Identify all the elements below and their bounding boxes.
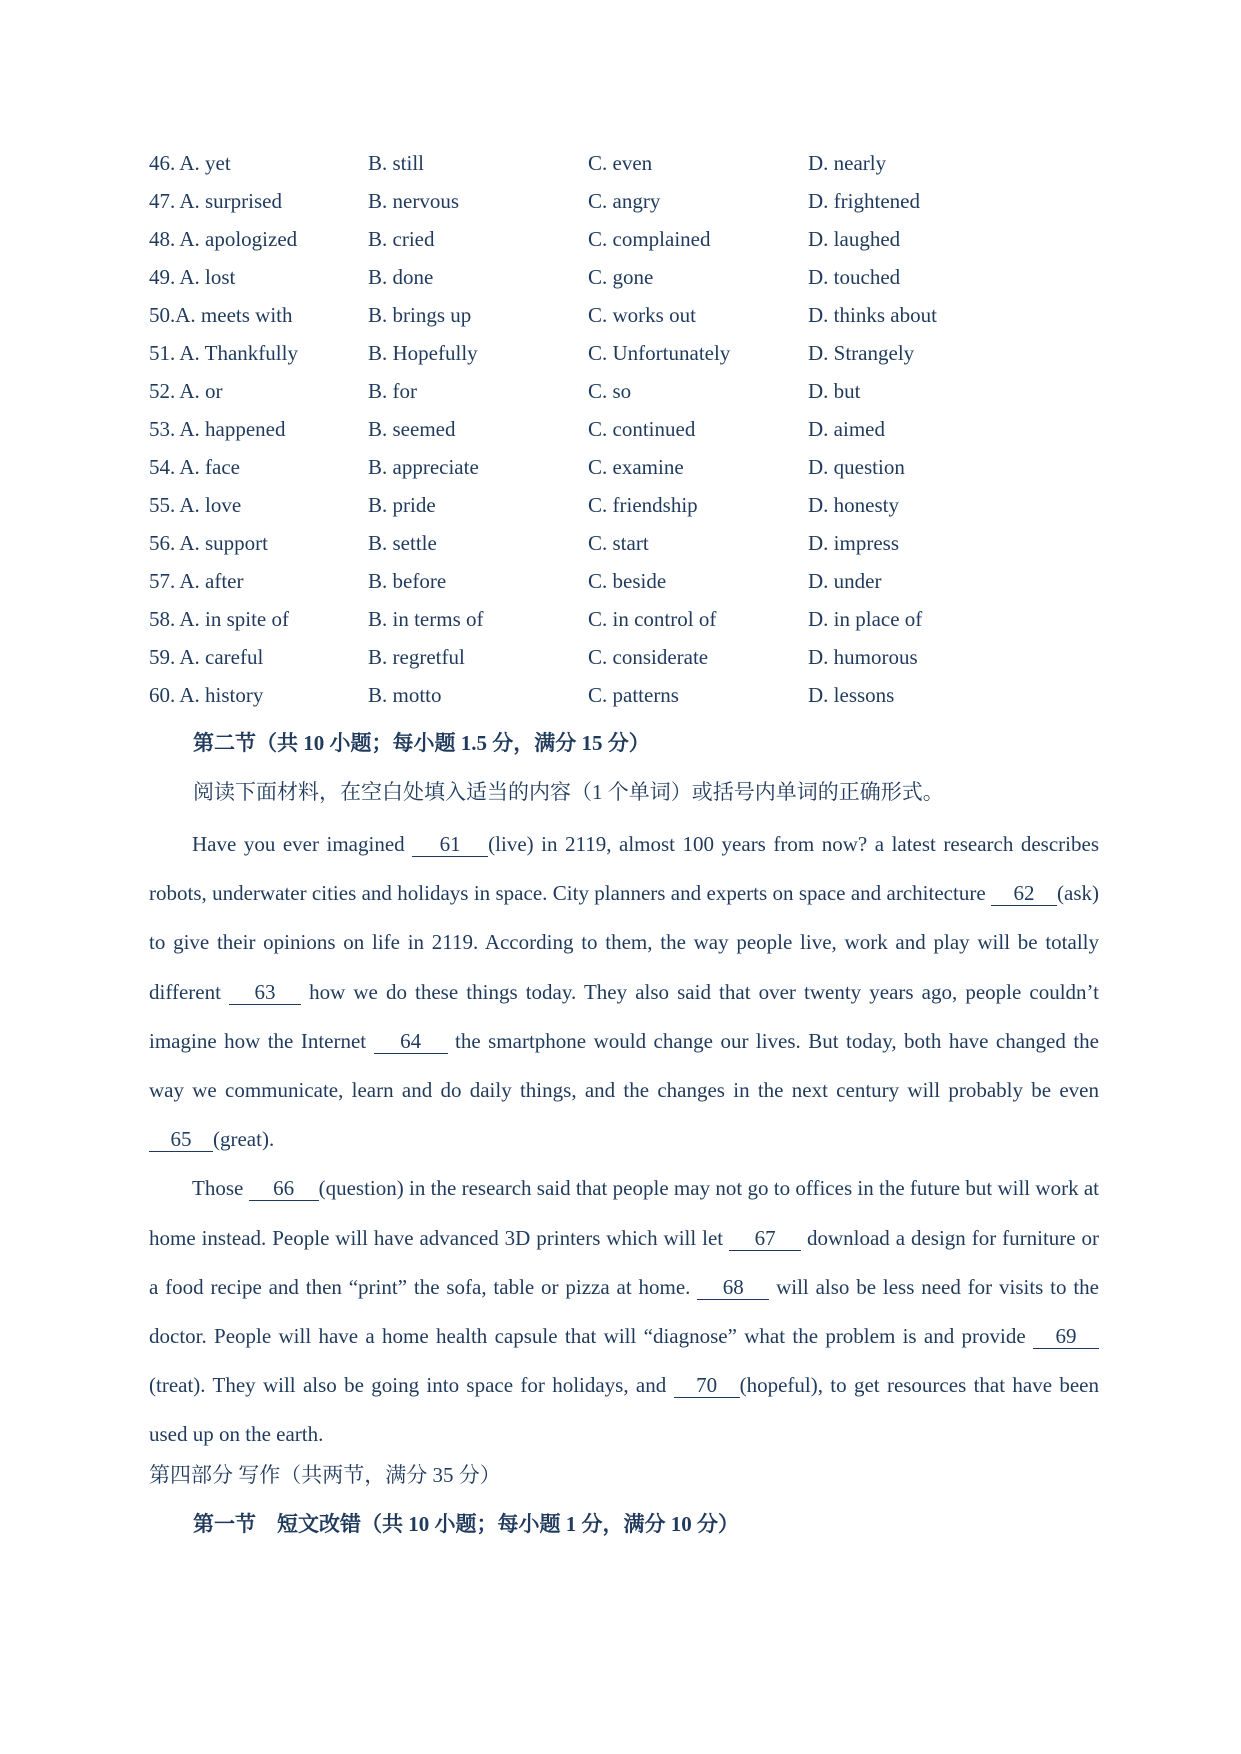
option-row: [149, 220, 1099, 258]
option-row: [149, 296, 1099, 334]
option-choice-d: D. impress: [808, 531, 899, 555]
option-choice-c: C. works out: [588, 303, 696, 327]
option-choice-c: C. start: [588, 531, 649, 555]
option-choice-b: B. nervous: [368, 189, 459, 213]
blank-65[interactable]: 65: [149, 1127, 213, 1152]
blank-64[interactable]: 64: [374, 1029, 448, 1054]
option-choice-d: D. nearly: [808, 151, 887, 175]
option-choice-a: 58. A. in spite of: [149, 607, 289, 631]
option-row: [149, 638, 1099, 676]
option-choice-d: D. under: [808, 569, 882, 593]
option-choice-d: D. laughed: [808, 227, 901, 251]
option-choice-c: C. friendship: [588, 493, 698, 517]
option-choice-c: C. gone: [588, 265, 654, 289]
option-choice-d: D. Strangely: [808, 341, 915, 365]
option-choice-d: D. frightened: [808, 189, 920, 213]
blank-63[interactable]: 63: [229, 980, 301, 1005]
option-choice-a: 55. A. love: [149, 493, 242, 517]
option-row: [149, 258, 1099, 296]
passage-text: (great).: [213, 1127, 275, 1152]
option-choice-a: 57. A. after: [149, 569, 244, 593]
option-choice-c: C. patterns: [588, 683, 679, 707]
option-choice-c: C. in control of: [588, 607, 717, 631]
part-4-section-1-heading: 第一节 短文改错（共 10 小题；每小题 1 分，满分 10 分）: [193, 1512, 739, 1536]
option-choice-b: B. cried: [368, 227, 435, 251]
option-row: [149, 486, 1099, 524]
option-choice-b: B. appreciate: [368, 455, 479, 479]
passage-paragraph-1: [149, 820, 1099, 1164]
option-choice-c: C. considerate: [588, 645, 709, 669]
passage-text: (question) in the research said that people may not go to offices in the future but will work at home instead. People will have advanced 3D printers which will let: [149, 1176, 1099, 1250]
option-row: [149, 372, 1099, 410]
passage-text: Those: [192, 1176, 249, 1201]
part-4-heading: 第四部分 写作（共两节，满分 35 分）: [149, 1463, 501, 1487]
option-choice-c: C. angry: [588, 189, 661, 213]
option-choice-a: 59. A. careful: [149, 645, 264, 669]
passage-text: will also be less need for visits to the doctor. People will have a home health capsule that will “diagnose” what the problem is and provide: [149, 1274, 1099, 1349]
option-choice-a: 49. A. lost: [149, 265, 236, 289]
cloze-passage: [149, 820, 1099, 1460]
option-choice-d: D. question: [808, 455, 905, 479]
passage-text: (live) in 2119, almost 100 years from now? a latest research describes robots, underwater cities and holidays in space. City planners and experts on space and architecture: [149, 832, 1099, 906]
option-choice-b: B. still: [368, 151, 425, 175]
option-choice-d: D. humorous: [808, 645, 918, 669]
choice-options-table: [149, 144, 1099, 714]
option-choice-a: 48. A. apologized: [149, 227, 298, 251]
option-row: [149, 182, 1099, 220]
passage-text: (hopeful), to get resources that have been used up on the earth.: [149, 1373, 1099, 1447]
option-choice-a: 54. A. face: [149, 455, 240, 479]
passage-paragraph-2: [149, 1164, 1099, 1459]
option-choice-b: B. settle: [368, 531, 437, 555]
option-choice-a: 52. A. or: [149, 379, 223, 403]
blank-62[interactable]: 62: [991, 881, 1057, 906]
option-choice-d: D. thinks about: [808, 303, 937, 327]
blank-69[interactable]: 69: [1033, 1324, 1099, 1349]
option-choice-c: C. continued: [588, 417, 696, 441]
option-choice-c: C. examine: [588, 455, 684, 479]
option-choice-a: 47. A. surprised: [149, 189, 282, 213]
passage-text: (treat). They will also be going into space for holidays, and: [149, 1373, 674, 1398]
option-choice-b: B. before: [368, 569, 447, 593]
option-choice-c: C. so: [588, 379, 632, 403]
option-choice-c: C. complained: [588, 227, 711, 251]
blank-67[interactable]: 67: [729, 1226, 801, 1251]
option-choice-c: C. beside: [588, 569, 667, 593]
blank-61[interactable]: 61: [412, 832, 488, 857]
option-row: [149, 600, 1099, 638]
passage-text: the smartphone would change our lives. But today, both have changed the way we communicate, learn and do daily things, and the changes in the next century will probably be even: [149, 1028, 1099, 1103]
blank-70[interactable]: 70: [674, 1373, 740, 1398]
option-choice-c: C. Unfortunately: [588, 341, 731, 365]
option-choice-b: B. in terms of: [368, 607, 484, 631]
option-choice-c: C. even: [588, 151, 653, 175]
option-row: [149, 524, 1099, 562]
option-row: [149, 562, 1099, 600]
option-row: [149, 144, 1099, 182]
passage-text: (ask) to give their opinions on life in 2119. According to them, the way people live, work and play will be totally different: [149, 881, 1099, 1004]
option-choice-b: B. done: [368, 265, 434, 289]
option-choice-b: B. Hopefully: [368, 341, 478, 365]
option-choice-b: B. motto: [368, 683, 442, 707]
passage-text: download a design for furniture or a food recipe and then “print” the sofa, table or pizza at home.: [149, 1225, 1100, 1299]
section-2-instruction: 阅读下面材料，在空白处填入适当的内容（1 个单词）或括号内单词的正确形式。: [193, 780, 944, 804]
option-choice-d: D. lessons: [808, 683, 895, 707]
passage-text: how we do these things today. They also said that over twenty years ago, people couldn’t imagine how the Internet: [149, 979, 1099, 1053]
option-choice-b: B. pride: [368, 493, 436, 517]
option-choice-d: D. honesty: [808, 493, 899, 517]
blank-66[interactable]: 66: [249, 1176, 319, 1201]
option-choice-d: D. in place of: [808, 607, 923, 631]
section-2-heading: 第二节（共 10 小题；每小题 1.5 分，满分 15 分）: [193, 731, 650, 755]
option-choice-d: D. touched: [808, 265, 901, 289]
option-row: [149, 676, 1099, 714]
option-choice-b: B. brings up: [368, 303, 472, 327]
blank-68[interactable]: 68: [697, 1275, 769, 1300]
option-choice-b: B. for: [368, 379, 417, 403]
option-choice-a: 56. A. support: [149, 531, 269, 555]
option-choice-a: 60. A. history: [149, 683, 264, 707]
option-choice-d: D. aimed: [808, 417, 885, 441]
option-choice-b: B. seemed: [368, 417, 456, 441]
option-row: [149, 410, 1099, 448]
option-choice-a: 53. A. happened: [149, 417, 286, 441]
option-choice-a: 51. A. Thankfully: [149, 341, 298, 365]
option-row: [149, 448, 1099, 486]
option-choice-d: D. but: [808, 379, 861, 403]
option-choice-a: 46. A. yet: [149, 151, 231, 175]
option-row: [149, 334, 1099, 372]
passage-text: Have you ever imagined: [192, 832, 413, 856]
option-choice-a: 50.A. meets with: [149, 303, 293, 327]
option-choice-b: B. regretful: [368, 645, 465, 669]
